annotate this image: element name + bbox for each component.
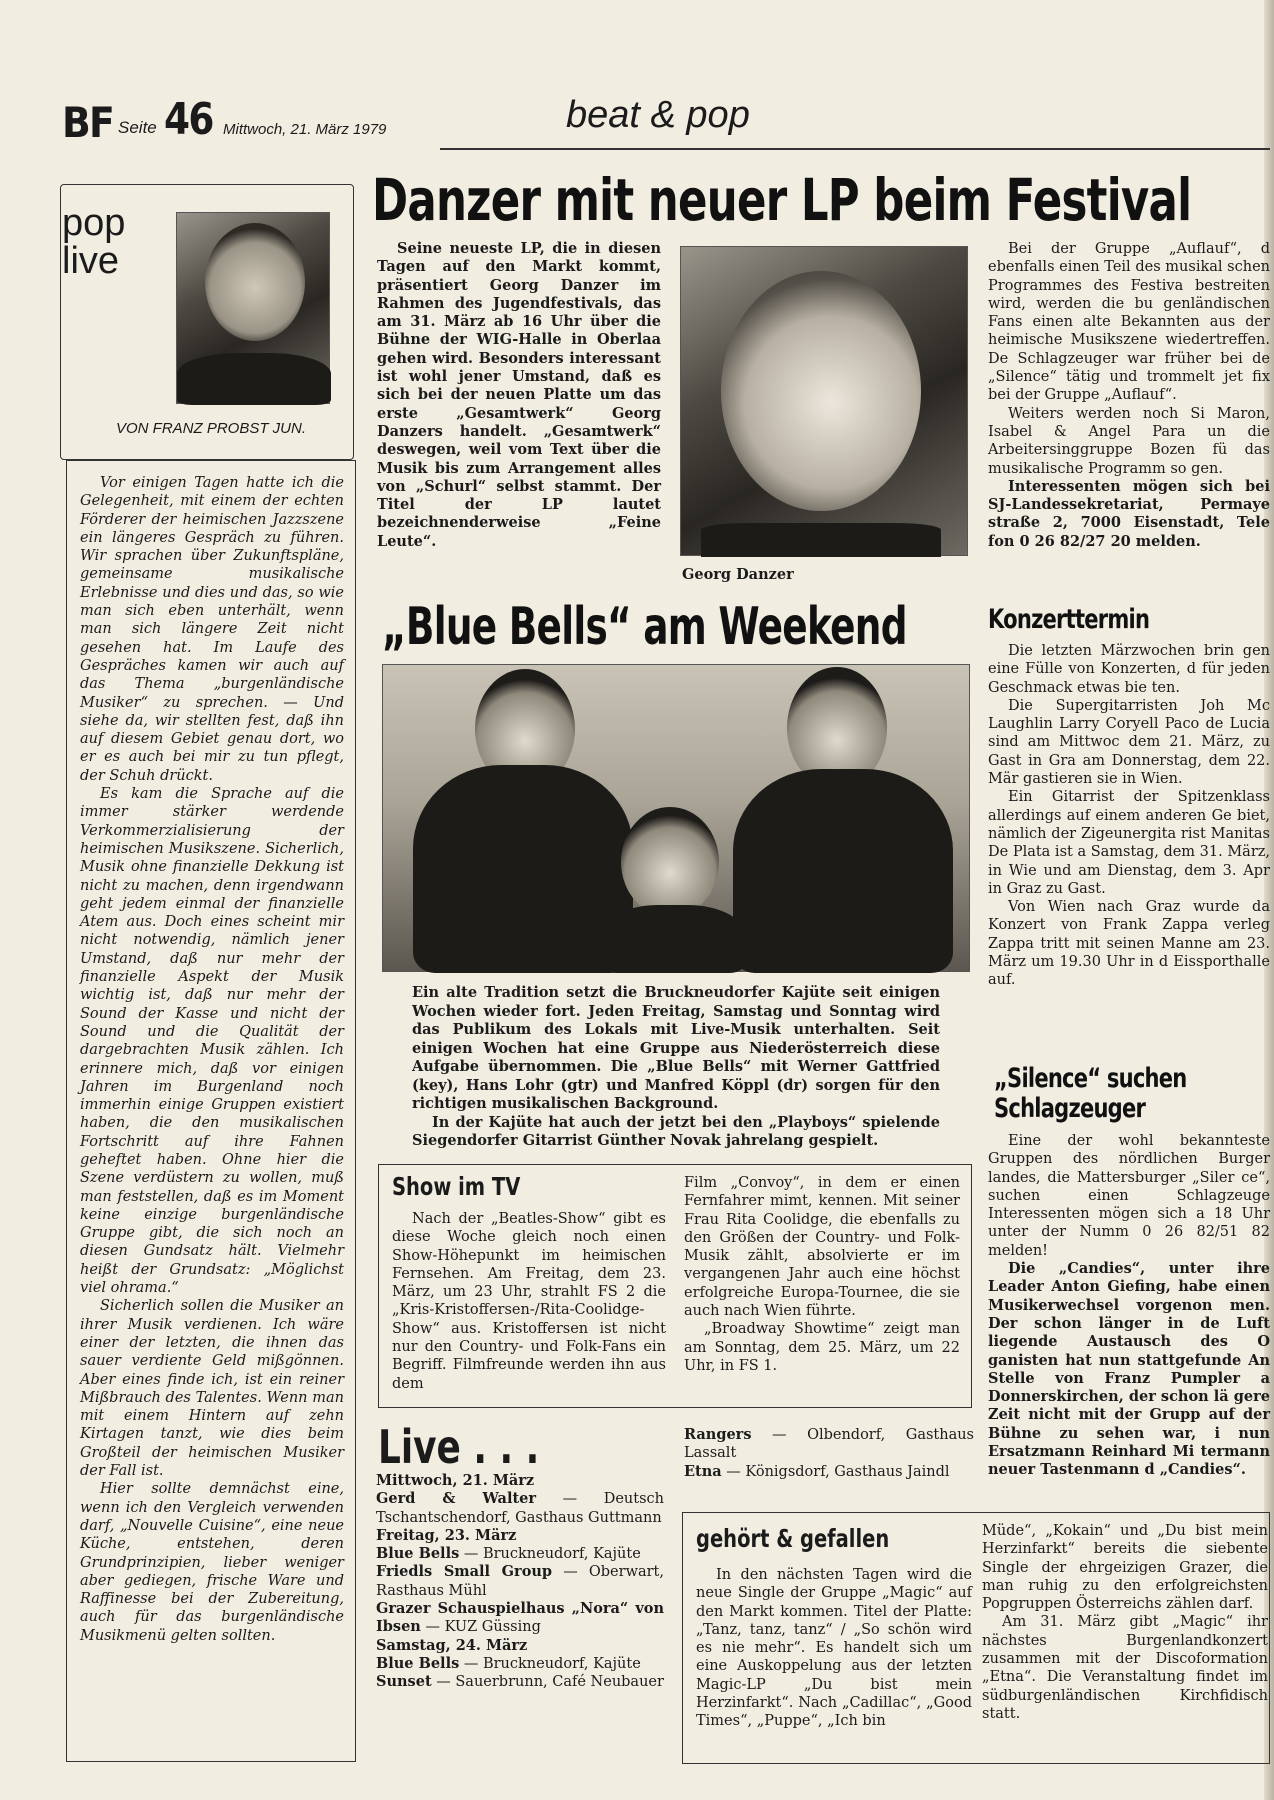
- live-title: Live . . .: [378, 1420, 540, 1474]
- live-entry-place: — Bruckneudorf, Kajüte: [459, 1546, 641, 1563]
- header-logo: BF: [62, 98, 114, 147]
- live-entry-name: Rangers: [684, 1426, 752, 1443]
- live-date: Mittwoch, 21. März: [376, 1472, 535, 1489]
- showtv-paragraph: Nach der „Beatles-Show“ gibt es diese Woche gleich noch einen Show-Höhepunkt im heimischen Fernsehen. Am Freitag, dem 23. März, um 23 Uhr, strahlt FS 2 die „Kris-Kristoffersen-/Rita-Coolidge-Show“ aus. Kristoffersen ist nicht nur den Country- und Folk-Fans ein Begriff. Filmfreunde werden ihn aus dem: [392, 1211, 666, 1392]
- column-paragraph: Vor einigen Tagen hatte ich die Gelegenheit, mit einem der echten Förderer der heimischen Jazzszene ein längeres Gespräch zu führen. Wir sprachen über Zukunftspläne, gemeinsame musikalische Erlebnisse und dies und das, so wie man sich eben unterhält, wenn man sich längere Zeit nicht gesehen hat. Im Laufe des Gespräches kamen wir auch auf das Thema „burgenländische Musiker“ zu sprechen. — Und siehe da, wir stellten fest, daß ihn auf diesem Gebiet genau dort, wo er es auch bei mir zu tun pflegt, der Schuh drückt.: [80, 475, 344, 784]
- live-entry-name: Grazer Schauspielhaus „Nora“ von Ibsen: [376, 1600, 664, 1636]
- live-entry: [376, 1490, 664, 1527]
- konzert-paragraph: Ein Gitarrist der Spitzenklass allerdings auf einem anderen Ge biet, nämlich der Zigeunergita rist Manitas De Plata ist a Samstag, dem 31. März, in Wie und am Dienstag, dem 3. Apr in Graz zu Gast.: [988, 789, 1271, 897]
- live-entry: [376, 1563, 664, 1600]
- konzert-headline: Konzerttermin: [988, 604, 1150, 635]
- danzer-text: [377, 240, 661, 551]
- auflauf-paragraph: Weiters werden noch Si Maron, Isabel & Angel Para un die Arbeitersinggruppe Bozen fü das musikalische Programm so gen.: [988, 405, 1270, 477]
- gehoert-right: [982, 1522, 1268, 1723]
- column-title-line1: pop: [62, 202, 126, 244]
- header-section: beat & pop: [566, 94, 750, 136]
- gehoert-left: [696, 1566, 972, 1731]
- showtv-paragraph: „Broadway Showtime“ zeigt man am Sonntag, dem 25. März, um 22 Uhr, in FS 1.: [684, 1321, 960, 1374]
- live-entry: [684, 1426, 974, 1463]
- silence-article: [988, 1132, 1270, 1480]
- danzer-photo: [680, 246, 968, 556]
- live-entry-name: Gerd & Walter: [376, 1490, 537, 1508]
- danzer-paragraph: Seine neueste LP, die in diesen Tagen auf den Markt kommt, präsentiert Georg Danzer im Rahmen des Jugendfestivals, das am 31. März ab 16 Uhr über die Bühne der WIG-Halle in Oberlaa gehen wird. Besonders interessant ist wohl jener Umstand, daß es sich bei der neuen Platte um das erste „Gesamtwerk“ Georg Danzers handelt. „Gesamtwerk“ deswegen, weil vom Text über die Musik bis zum Arrangement alles von „Schurl“ selbst stammt. Der Titel der LP lautet bezeichnenderweise „Feine Leute“.: [377, 240, 661, 550]
- silence-headline-line2: Schlagzeuger: [994, 1093, 1146, 1124]
- live-entry: [376, 1545, 664, 1563]
- author-photo: [176, 212, 330, 404]
- live-entry-place: — Deutsch Tschantschendorf, Gasthaus Guttmann: [376, 1491, 664, 1526]
- bluebells-caption: [412, 984, 940, 1151]
- showtv-title: Show im TV: [392, 1172, 521, 1201]
- header-seite-label: Seite: [118, 118, 157, 137]
- live-listing-right: [684, 1426, 974, 1481]
- live-entry-place: — Olbendorf, Gasthaus Lassalt: [684, 1427, 974, 1462]
- live-entry-name: Etna: [684, 1462, 722, 1480]
- live-listing-left: [376, 1472, 664, 1692]
- column-text: [80, 474, 344, 1645]
- live-entry: [684, 1463, 974, 1481]
- silence-headline-line1: „Silence“ suchen: [994, 1063, 1187, 1094]
- live-entry-name: Blue Bells: [376, 1654, 460, 1672]
- bluebells-caption-paragraph: Ein alte Tradition setzt die Bruckneudorfer Kajüte seit einigen Wochen wieder fort. Jeden Freitag, Samstag und Sonntag wird das Publikum des Lokals mit Live-Musik unterhalten. Seit einigen Wochen hat eine Gruppe aus Niederösterreich diese Aufgabe übernommen. Die „Blue Bells“ mit Werner Gattfried (key), Hans Lohr (gtr) und Manfred Köppl (dr) sorgen für den richtigen musikalischen Background.: [412, 984, 940, 1112]
- danzer-photo-caption: Georg Danzer: [682, 566, 794, 583]
- showtv-paragraph: Film „Convoy“, in dem er einen Fernfahrer mimt, kennen. Mit seiner Frau Rita Coolidge, die ebenfalls zu den Größen der Country- und Folk-Musik zählt, absolvierte er im vergangenen Jahr auch eine höchst erfolgreiche Europa-Tournee, die sie auch nach Wien führte.: [684, 1175, 960, 1320]
- candies-paragraph: Die „Candies“, unter ihre Leader Anton Giefing, habe einen Musikerwechsel vorgenon men. Der schon länger in de Luft liegende Austausch des O ganisten hat nun stattgefunde An Stelle von Franz Pumpler a Donnerskirchen, der schon lä gere Zeit nicht mit der Grupp auf der Bühne zu sehen war, i nun Ersatzmann Reinhard Mi termann neuer Tastenmann d „Candies“.: [988, 1260, 1270, 1479]
- header-page-number: 46: [164, 94, 213, 145]
- auflauf-paragraph: Bei der Gruppe „Auflauf“, d ebenfalls einen Teil des musikal schen Programmes des Festiva bestreiten wird, werden die bu genländischen Fans einen alte Bekannten aus der heimische Musikszene wiedertreffen. De Schlagzeuger war früher bei de „Silence“ tätig und trommelt jet fix bei der Gruppe „Auflauf“.: [988, 241, 1270, 404]
- bluebells-headline: „Blue Bells“ am Weekend: [382, 597, 907, 657]
- column-paragraph: Hier sollte demnächst eine, wenn ich den Vergleich verwenden darf, „Nouvelle Cuisine“, eine neue Küche, entstehen, deren Grundprinzipien, lieber weniger aber gediegen, frische Ware und Raffinesse bei der Zubereitung, auch für das burgenländische Musikmenü gelten sollten.: [80, 1481, 344, 1644]
- konzert-article: [988, 642, 1270, 990]
- live-entry: [376, 1673, 664, 1691]
- live-entry-place: — Oberwart, Rasthaus Mühl: [376, 1564, 664, 1599]
- live-entry-place: — Bruckneudorf, Kajüte: [459, 1655, 641, 1672]
- gehoert-paragraph: Müde“, „Kokain“ und „Du bist mein Herzinfarkt“ bereits die siebente Single der ehrgeizigen Grazer, die man ruhig zu den erfolgreichsten Popgruppen Österreichs zählen darf.: [982, 1523, 1268, 1613]
- live-entry-name: Friedls Small Group: [376, 1563, 553, 1581]
- column-paragraph: Sicherlich sollen die Musiker an ihrer Musik verdienen. Ich wäre einer der letzten, die ihnen das sauer verdiente Geld mißgönnen. Aber eines finde ich, ist ein reiner Mißbrauch des Talentes. Wenn man mit einem Hintern auf zehn Kirtagen tanzt, wie dies beim Großteil der heimischen Musiker der Fall ist.: [80, 1298, 344, 1480]
- gehoert-title: gehört & gefallen: [696, 1524, 890, 1553]
- live-entry-place: — Sauerbrunn, Café Neubauer: [431, 1674, 664, 1691]
- bluebells-caption-paragraph: In der Kajüte hat auch der jetzt bei den „Playboys“ spielende Siegendorfer Gitarrist Günther Novak jahrelang gespielt.: [412, 1113, 940, 1149]
- bluebells-photo: [382, 664, 970, 972]
- live-entry-place: — Königsdorf, Gasthaus Jaindl: [721, 1463, 950, 1480]
- auflauf-contact: Interessenten mögen sich bei SJ-Landessekretariat, Permaye straße 2, 7000 Eisenstadt, Tele fon 0 26 82/27 20 melden.: [988, 477, 1270, 550]
- header-date: Mittwoch, 21. März 1979: [223, 121, 387, 138]
- column-title: [62, 204, 125, 280]
- live-entry-place: — KUZ Güssing: [420, 1619, 541, 1636]
- live-entry: [376, 1655, 664, 1673]
- showtv-left: [392, 1210, 666, 1393]
- live-entry: [376, 1600, 664, 1637]
- gehoert-paragraph: In den nächsten Tagen wird die neue Single der Gruppe „Magic“ auf den Markt kommen. Titel der Platte: „Tanz, tanz, tanz“ / „So schön wird es nie mehr“. Es handelt sich um eine Auskoppelung aus der letzten Magic-LP „Du bist mein Herzinfarkt“. Nach „Cadillac“, „Good Times“, „Puppe“, „Ich bin: [696, 1567, 972, 1730]
- konzert-paragraph: Die Supergitarristen Joh Mc Laughlin Larry Coryell Paco de Lucia sind am Mittwoc dem 21. März, zu Gast in Gra am Donnerstag, dem 22. Mär gastieren sie in Wien.: [988, 697, 1270, 788]
- auflauf-article: [988, 240, 1270, 551]
- live-date: Freitag, 23. März: [376, 1526, 517, 1544]
- column-paragraph: Es kam die Sprache auf die immer stärker werdende Verkommerzialisierung der heimischen Musikszene. Sicherlich, Musik ohne finanzielle Dekkung ist nicht zu machen, denn irgendwann geht jedem einmal der finanzielle Atem aus. Doch eines scheint mir nicht notwendig, nämlich jener Umstand, daß nur mehr der finanzielle Aspekt der Musik wichtig ist, daß nur mehr der Sound der Kasse und nicht der Sound und die Qualität der dargebrachten Musik zählen. Ich erinnere mich, daß vor einigen Jahren im Burgenland noch immerhin einige Gruppen existiert haben, die den musikalischen Fortschritt auf ihre Fahnen geheftet haben. Ohne hier die Szene verdüstern zu wollen, muß man feststellen, daß es im Moment keine einzige burgenländische Gruppe gibt, die sich noch an diesen Gundsatz hält. Vielmehr heißt der Grundsatz: „Möglichst viel ohrama.“: [80, 786, 344, 1297]
- header-rule: [440, 148, 1270, 150]
- danzer-headline: Danzer mit neuer LP beim Festival: [372, 166, 1192, 234]
- silence-paragraph: Eine der wohl bekannteste Gruppen des nördlichen Burger landes, die Mattersburger „Siler ce“, suchen einen Schlagzeuge Interessenten mögen sich a 18 Uhr unter der Numm 0 26 82/51 82 melden!: [988, 1133, 1270, 1259]
- column-byline: VON FRANZ PROBST JUN.: [116, 420, 307, 437]
- column-title-line2: live: [62, 240, 120, 282]
- live-entry-name: Blue Bells: [376, 1545, 460, 1563]
- live-entry-name: Sunset: [376, 1673, 432, 1691]
- gehoert-paragraph: Am 31. März gibt „Magic“ ihr nächstes Burgenlandkonzert zusammen mit der Discoformation „Etna“. Die Veranstaltung findet im südburgenländischen Kirchfidisch statt.: [982, 1614, 1268, 1722]
- konzert-paragraph: Von Wien nach Graz wurde da Konzert von Frank Zappa verleg Zappa tritt mit seinen Manne am 23. März um 19.30 Uhr in d Eissporthalle auf.: [988, 899, 1270, 989]
- konzert-paragraph: Die letzten Märzwochen brin gen eine Fülle von Konzerten, d für jeden Geschmack etwas bie ten.: [988, 643, 1270, 696]
- live-date: Samstag, 24. März: [376, 1636, 528, 1654]
- showtv-right: [684, 1174, 960, 1375]
- silence-headline: [994, 1064, 1186, 1124]
